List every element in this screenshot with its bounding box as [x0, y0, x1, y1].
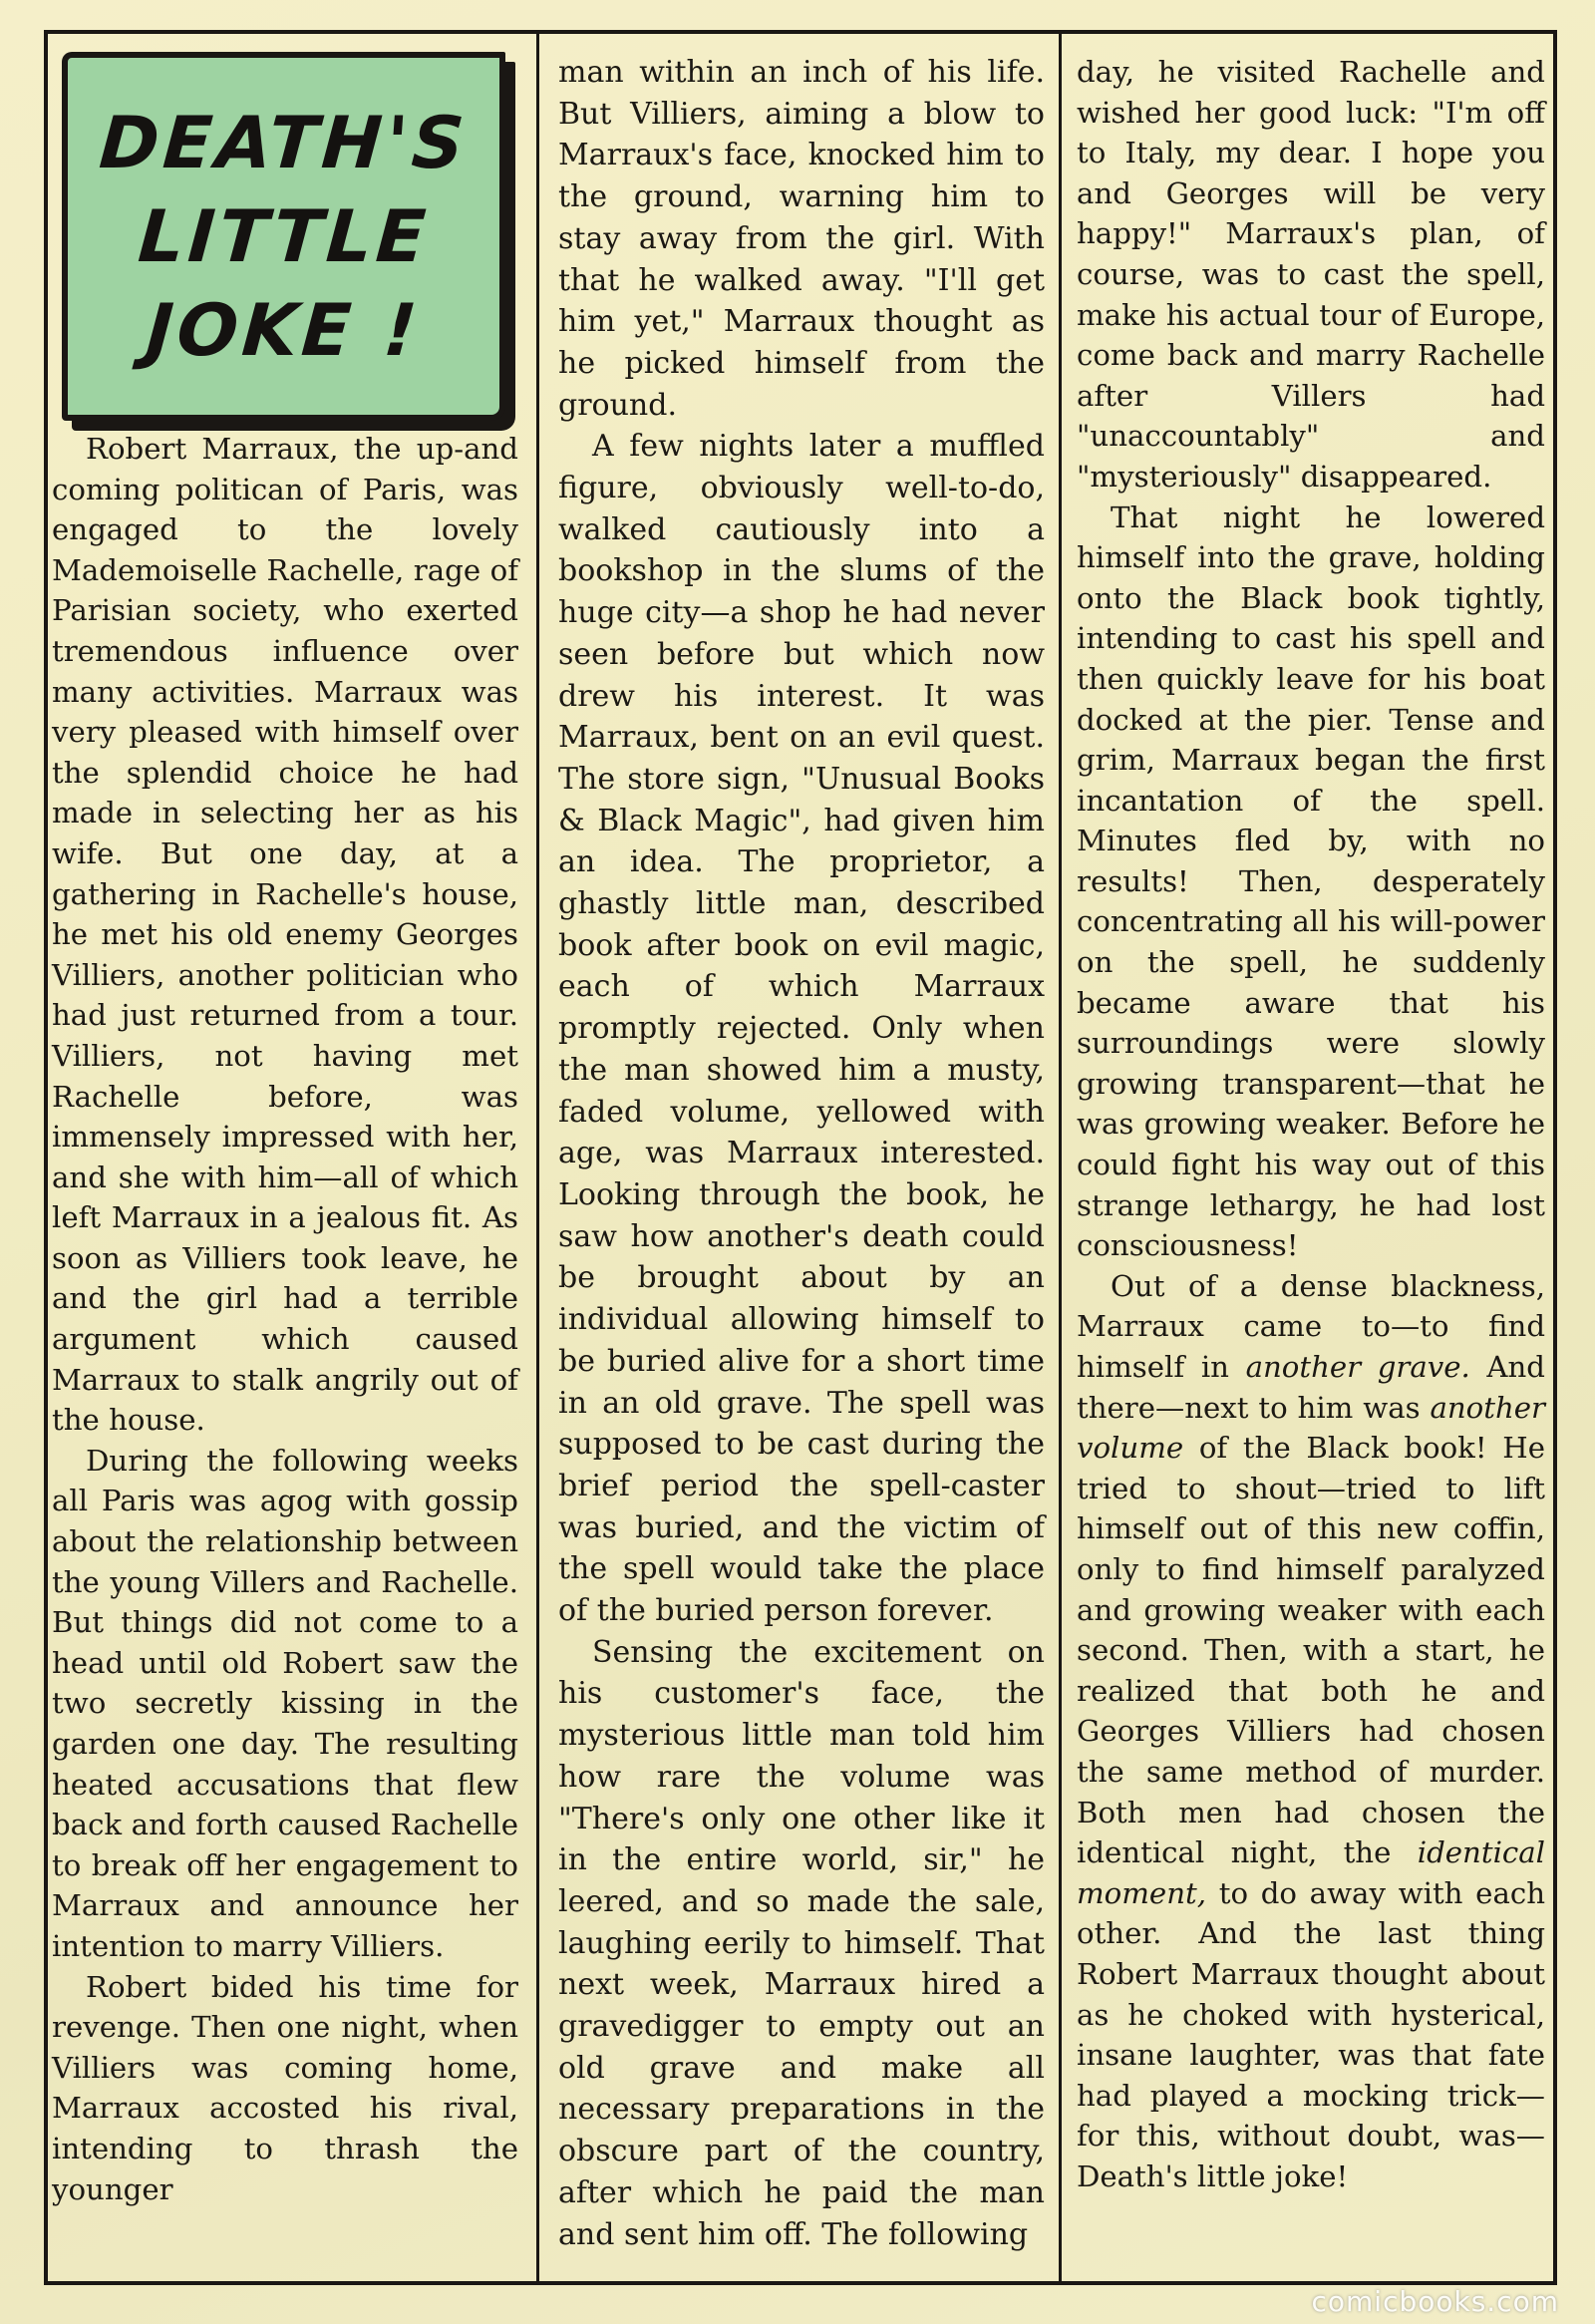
story-paragraph: During the following weeks all Paris was agog with gossip about the relationship between the young Villers and Rachelle. But things did not come to a head until old Robert saw the two secretly kissing in the garden one day. The resulting heated accusations that flew back and forth caused Rachelle to break off her engagement to Marraux and announce her intention to marry Villiers.: [52, 1443, 518, 1963]
story-paragraph: man within an inch of his life. But Villiers, aiming a blow to Marraux's face, knocked him to the ground, warning him to stay away from the girl. With that he walked away. "I'll get him yet," Marraux thought as he picked himself from the ground.: [558, 55, 1045, 423]
story-paragraph-final: [1077, 1266, 1545, 2197]
title-panel: [62, 52, 505, 421]
story-paragraph: A few nights later a muffled figure, obviously well-to-do, walked cautiously into a bookshop in the slums of the huge city—a shop he had never seen before but which now drew his interest. It was Marraux, bent on an evil quest. The store sign, "Unusual Books & Black Magic", had given him an idea. The proprietor, a ghastly little man, described book after book on evil magic, each of which Marraux promptly rejected. Only when the man showed him a musty, faded volume, yellowed with age, was Marraux interested. Looking through the book, he saw how another's death could be brought about by an individual allowing himself to be buried alive for a short time in an old grave. The spell was supposed to be cast during the brief period the spell-caster was buried, and the victim of the spell would take the place of the buried person forever.: [558, 429, 1045, 1629]
watermark: comicbooks.com: [1311, 2285, 1559, 2318]
column-divider: [536, 34, 539, 2281]
text-column-right: [1077, 52, 1545, 2196]
story-text: Out of a dense blackness, Marraux came to—to find himself in: [1077, 1268, 1545, 1384]
story-paragraph: Sensing the excitement on his customer's face, the mysterious little man told him how rare the volume was "There's only one other like it in the entire world, sir," he leered, and so made the sale, laughing eerily to himself. That next week, Marraux hired a gravedigger to empty out an old grave and make all necessary preparations in the obscure part of the country, after which he paid the man and sent him off. The following: [558, 1634, 1045, 2252]
story-paragraph: Robert Marraux, the up-and coming politican of Paris, was engaged to the lovely Mademoiselle Rachelle, rage of Parisian society, who exerted tremendous influence over many activities. Marraux was very pleased with himself over the splendid choice he had made in selecting her as his wife. But one day, at a gathering in Rachelle's house, he met his old enemy Georges Villiers, another politician who had just returned from a tour. Villiers, not having met Rachelle before, was immensely impressed with her, and she with him—all of which left Marraux in a jealous fit. As soon as Villiers took leave, he and the girl had a terrible argument which caused Marraux to stalk angrily out of the house.: [52, 432, 518, 1438]
text-column-left: [52, 429, 518, 2209]
title-line: LITTLE: [135, 194, 433, 278]
column-divider: [1059, 34, 1062, 2281]
title-line: DEATH'S: [97, 101, 471, 184]
story-text: to do away with each other. And the last thing Robert Marraux thought about as he choked with hysterical, insane laughter, was that fate had played a mocking trick—for this, without doubt, was—Death's little joke!: [1077, 1875, 1545, 2193]
story-paragraph: Robert bided his time for revenge. Then one night, when Villiers was coming home, Marraux accosted his rival, intending to thrash the younger: [52, 1969, 518, 2206]
story-text: of the Black book! He tried to shout—tried to lift himself out of this new coffin, only to find himself paralyzed and growing weaker with each second. Then, with a start, he realized that both he and Georges Villiers had chosen the same method of murder. Both men had chosen the identical night, the: [1077, 1431, 1545, 1870]
story-paragraph: That night he lowered himself into the grave, holding onto the Black book tightly, intending to cast his spell and then quickly leave for his boat docked at the pier. Tense and grim, Marraux began the first incantation of the spell. Minutes fled by, with no results! Then, desperately concentrating all his will-power on the spell, he suddenly became aware that his surroundings were slowly growing transparent—that he was growing weaker. Before he could fight his way out of this strange lethargy, he had lost consciousness!: [1077, 499, 1545, 1263]
title-line: JOKE !: [144, 288, 424, 372]
story-text: And there—next to him was: [1077, 1350, 1545, 1425]
story-paragraph: day, he visited Rachelle and wished her good luck: "I'm off to Italy, my dear. I hope you and Georges will be very happy!" Marraux's plan, of course, was to cast the spell, make his actual tour of Europe, come back and marry Rachelle after Villers had "unaccountably" and "mysteriously" disappeared.: [1077, 55, 1545, 494]
story-emphasis: another volume: [1077, 1390, 1545, 1466]
text-column-middle: [558, 52, 1045, 2255]
story-emphasis: identical moment,: [1077, 1835, 1545, 1910]
story-emphasis: another grave.: [1245, 1350, 1470, 1384]
